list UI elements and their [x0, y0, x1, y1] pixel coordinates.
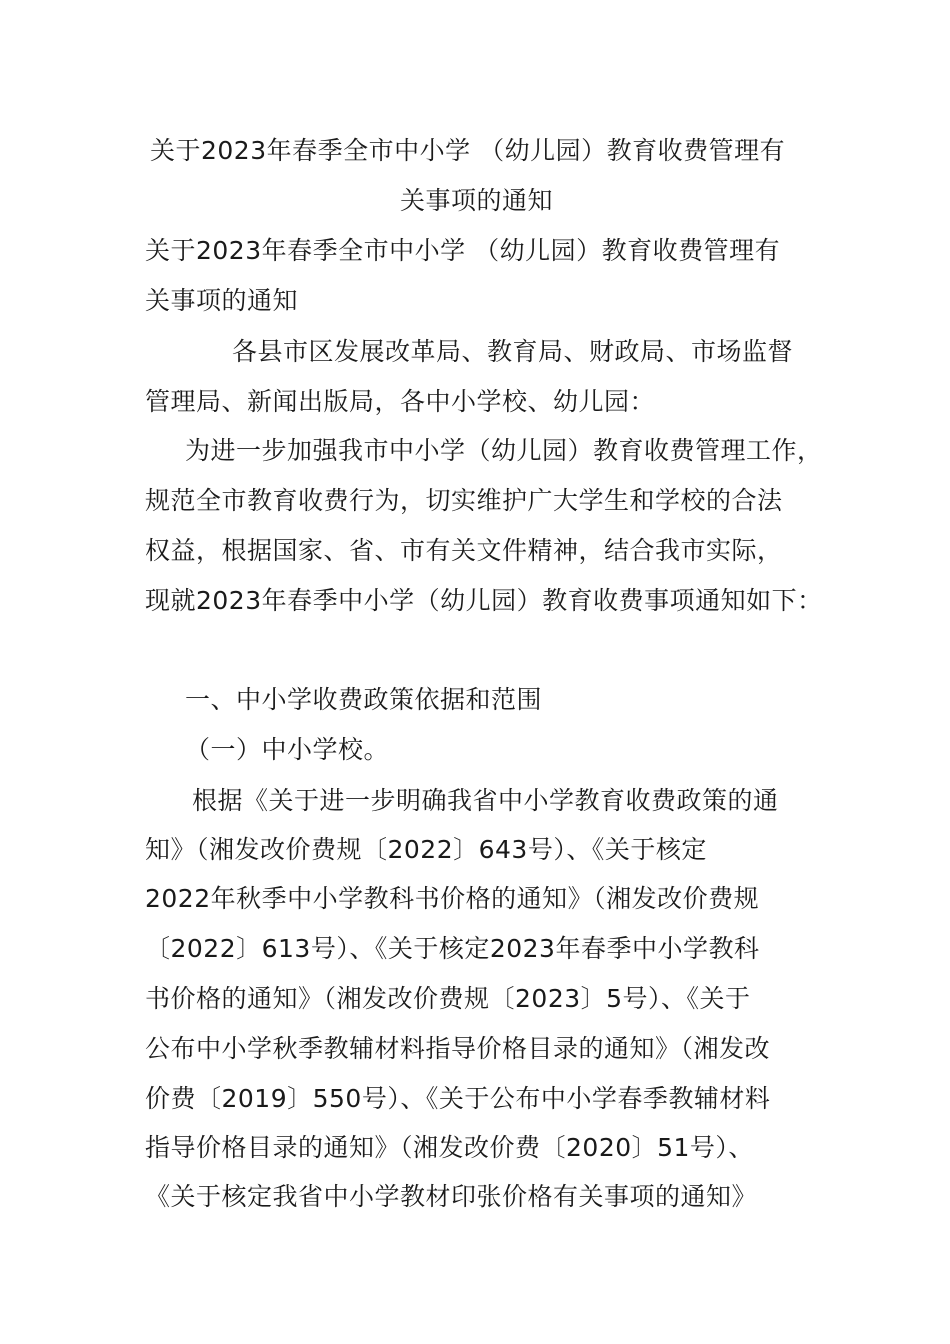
basis-paragraph-line-9: 《关于核定我省中小学教材印张价格有关事项的通知》 [145, 1182, 758, 1211]
addressee-line-1: 各县市区发展改革局、教育局、财政局、市场监督 [232, 337, 794, 366]
basis-paragraph-line-8: 指导价格目录的通知》（湘发改价费〔2020〕51号）、 [145, 1133, 754, 1162]
basis-paragraph-line-4: 〔2022〕613号）、《关于核定2023年春季中小学教科 [145, 934, 760, 963]
basis-paragraph-line-5: 书价格的通知》（湘发改价费规〔2023〕5号）、《关于 [145, 984, 751, 1013]
intro-paragraph-line-3: 权益，根据国家、省、市有关文件精神，结合我市实际， [145, 536, 783, 565]
subsection-heading: （一）中小学校。 [185, 735, 390, 764]
basis-paragraph-line-6: 公布中小学秋季教辅材料指导价格目录的通知》（湘发改 [145, 1034, 771, 1063]
repeat-title-line-2: 关事项的通知 [145, 286, 299, 315]
intro-paragraph-line-2: 规范全市教育收费行为，切实维护广大学生和学校的合法 [145, 486, 783, 515]
repeat-title-line-1: 关于2023年春季全市中小学 （幼儿园）教育收费管理有 [145, 236, 781, 265]
document-title-line-1: 关于2023年春季全市中小学 （幼儿园）教育收费管理有 [150, 136, 786, 165]
basis-paragraph-line-7: 价费〔2019〕550号）、《关于公布中小学春季教辅材料 [145, 1084, 771, 1113]
intro-paragraph-line-1: 为进一步加强我市中小学（幼儿园）教育收费管理工作， [185, 436, 823, 465]
section-heading: 一、中小学收费政策依据和范围 [185, 685, 543, 714]
basis-paragraph-line-3: 2022年秋季中小学教科书价格的通知》（湘发改价费规 [145, 884, 760, 913]
basis-paragraph-line-2: 知》（湘发改价费规〔2022〕643号）、《关于核定 [145, 835, 707, 864]
basis-paragraph-line-1: 根据《关于进一步明确我省中小学教育收费政策的通 [192, 786, 779, 815]
document-title-line-2: 关事项的通知 [400, 186, 554, 215]
addressee-line-2: 管理局、新闻出版局，各中小学校、幼儿园： [145, 387, 656, 416]
intro-paragraph-line-4: 现就2023年春季中小学（幼儿园）教育收费事项通知如下： [145, 586, 823, 615]
